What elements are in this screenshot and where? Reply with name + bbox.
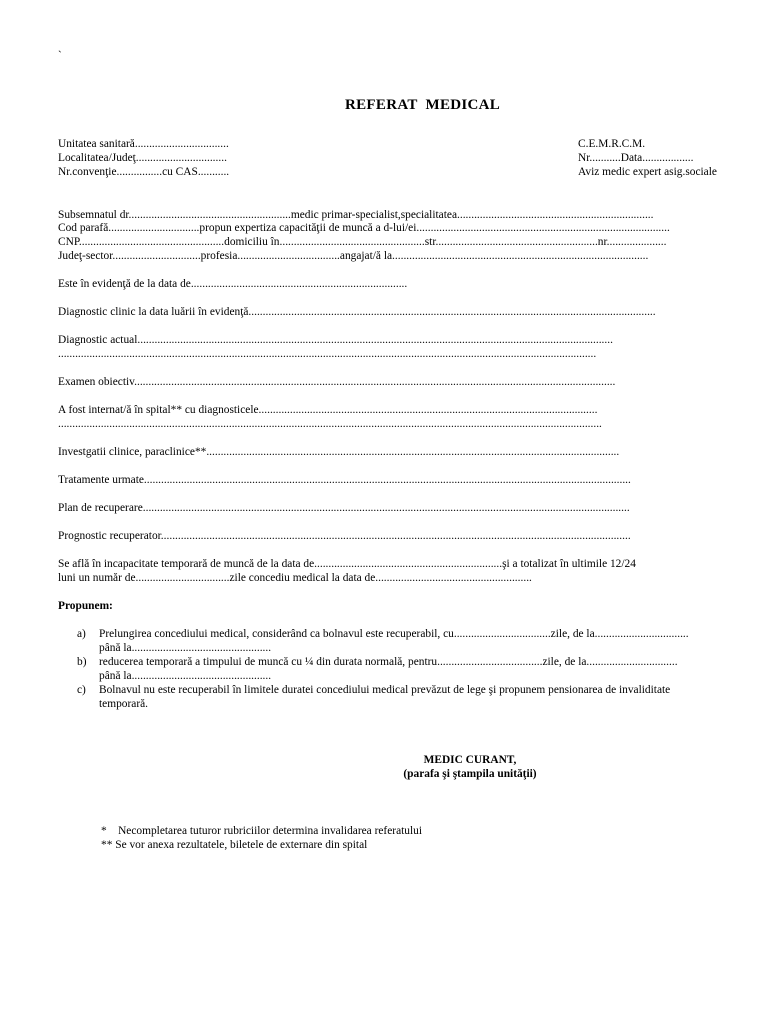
cod-parafa-field[interactable]: Cod parafă................................propun expertiza capacităţii de muncă a d-lui/ei......................................................................................... — [58, 222, 670, 234]
option-b-marker: b) — [77, 656, 87, 668]
judet-sector-field[interactable]: Judeţ-sector...............................profesia....................................angajat/ă la.......................................................................................... — [58, 250, 649, 262]
diagnostic-actual-field[interactable]: Diagnostic actual....................................................................................................................................................................... — [58, 334, 613, 346]
option-c-marker: c) — [77, 684, 86, 696]
medic-curant-title: MEDIC CURANT, — [423, 754, 517, 766]
internat-line2[interactable]: ............................................................................................................................................................................................... — [58, 418, 602, 430]
nr-data-field[interactable]: Nr...........Data.................. — [578, 152, 694, 164]
subsemnatul-field[interactable]: Subsemnatul dr.........................................................medic primar-specialist,specialitatea..................................................................... — [58, 209, 654, 221]
tratamente-field[interactable]: Tratamente urmate........................................................................................................................................................................... — [58, 474, 631, 486]
cnp-field[interactable]: CNP...................................................domiciliu în...................................................str.........................................................nr..................... — [58, 236, 667, 248]
option-a-marker: a) — [77, 628, 86, 640]
propunem-heading: Propunem: — [58, 600, 113, 612]
option-c-text: Bolnavul nu este recuperabil în limitele duratei concediului medical prevăzut de lege şi propunem pensionarea de invaliditate — [99, 684, 671, 696]
option-b-text[interactable]: reducerea temporară a timpului de muncă cu ¼ din durata normală, pentru.....................................zile, de la................................ — [99, 656, 678, 668]
internat-field[interactable]: A fost internat/ă în spital** cu diagnosticele....................................................................................................................... — [58, 404, 598, 416]
footnote-1: * Necompletarea tuturor rubriciilor determina invalidarea referatului — [101, 825, 423, 837]
option-c-text-line2: temporară. — [99, 698, 149, 710]
option-b-pana-la[interactable]: până la................................................. — [99, 670, 272, 682]
diagnostic-actual-line2[interactable]: ............................................................................................................................................................................................. — [58, 348, 597, 360]
parafa-stampila-label: (parafa şi ştampila unităţii) — [403, 768, 537, 780]
cemrcm-label: C.E.M.R.C.M. — [578, 138, 646, 150]
option-a-text[interactable]: Prelungirea concediului medical, considerând ca bolnavul este recuperabil, cu..................................zile, de la................................. — [99, 628, 689, 640]
option-a-pana-la[interactable]: până la................................................. — [99, 642, 272, 654]
diagnostic-clinic-field[interactable]: Diagnostic clinic la data luării în evidenţă............................................................................................................................................... — [58, 306, 656, 318]
incapacitate-field[interactable]: Se află în incapacitate temporară de muncă de la data de..................................................................şi a totalizat în ultimile 12/24 — [58, 558, 636, 570]
stray-mark: ` — [58, 50, 62, 62]
document-title: REFERAT MEDICAL — [345, 97, 501, 113]
unitatea-sanitara-field[interactable]: Unitatea sanitară................................. — [58, 138, 229, 150]
prognostic-field[interactable]: Prognostic recuperator..................................................................................................................................................................... — [58, 530, 631, 542]
evidenta-field[interactable]: Este în evidenţă de la data de............................................................................ — [58, 278, 408, 290]
investigatii-field[interactable]: Investgatii clinice, paraclinice**................................................................................................................................................. — [58, 446, 620, 458]
plan-recuperare-field[interactable]: Plan de recuperare........................................................................................................................................................................... — [58, 502, 630, 514]
nr-conventie-field[interactable]: Nr.convenţie................cu CAS........... — [58, 166, 230, 178]
footnote-2: ** Se vor anexa rezultatele, biletele de externare din spital — [101, 839, 368, 851]
localitatea-field[interactable]: Localitatea/Judeţ................................ — [58, 152, 227, 164]
aviz-medic-label: Aviz medic expert asig.sociale — [578, 166, 717, 178]
examen-obiectiv-field[interactable]: Examen obiectiv......................................................................................................................................................................... — [58, 376, 616, 388]
incapacitate-line2[interactable]: luni un număr de.................................zile concediu medical la data de....................................................... — [58, 572, 532, 584]
